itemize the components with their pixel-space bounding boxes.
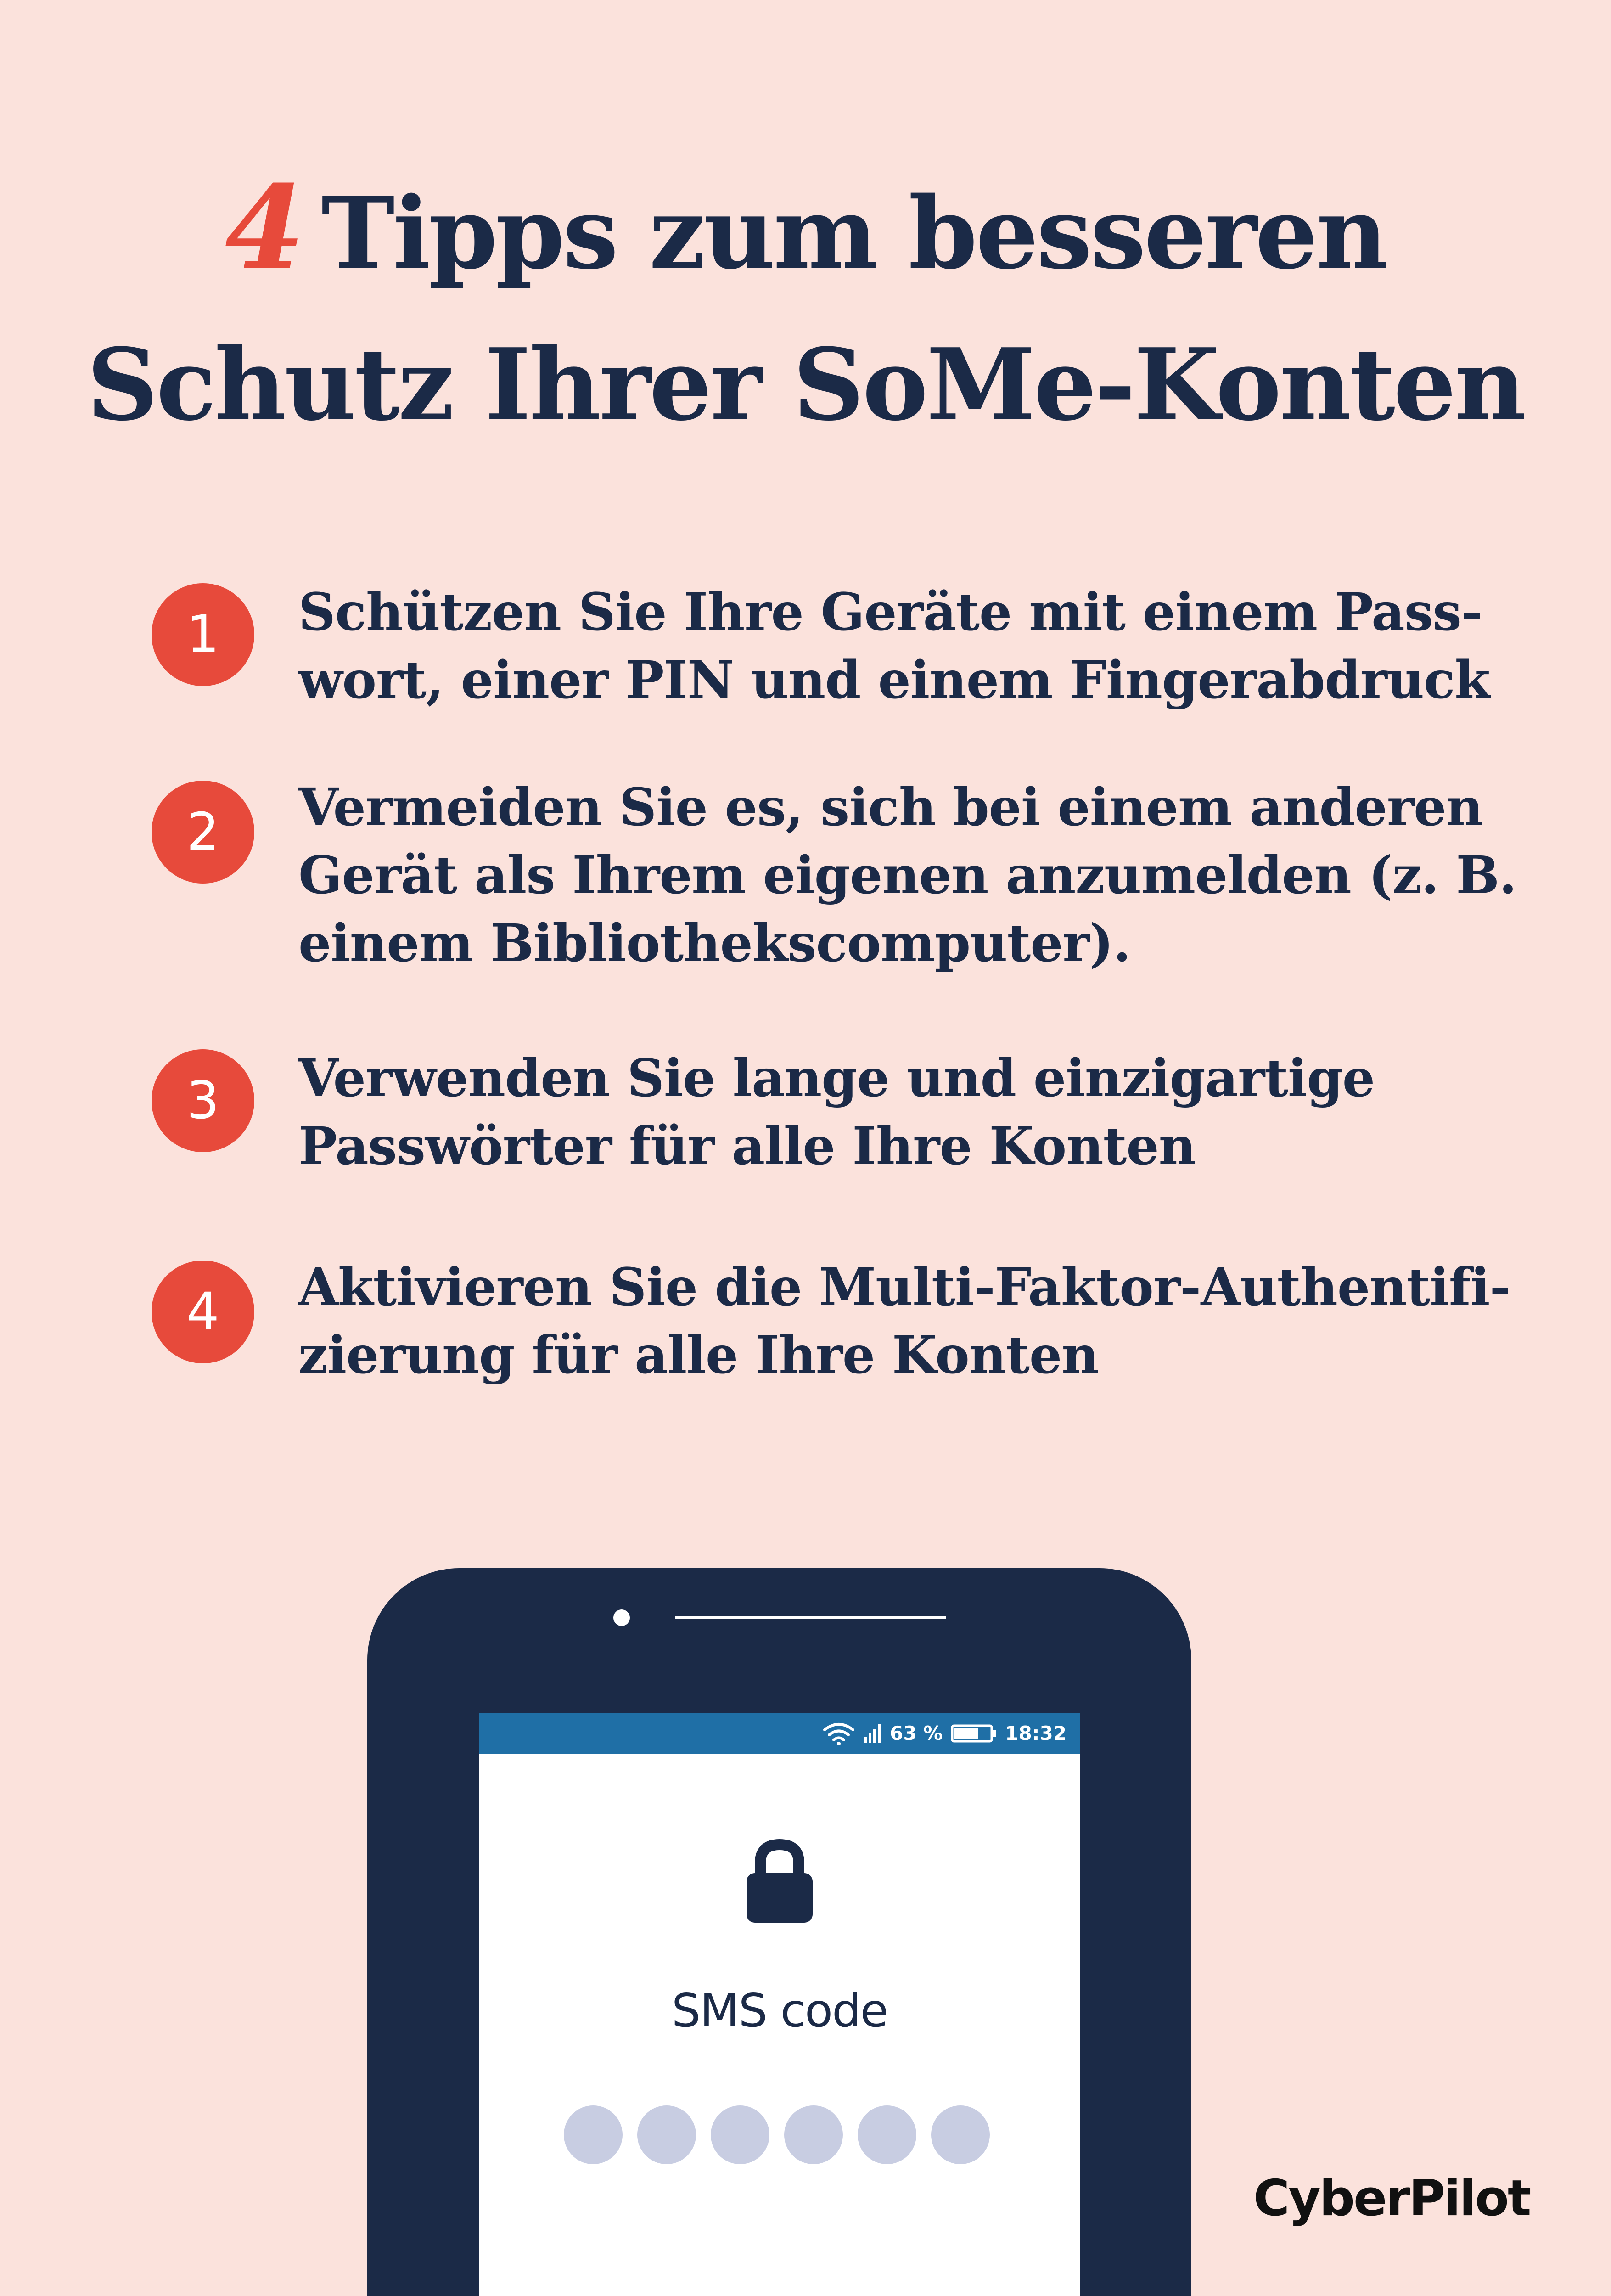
code-digit-placeholder bbox=[858, 2105, 916, 2164]
title-line-2: Schutz Ihrer SoMe-Konten bbox=[86, 326, 1525, 443]
phone-illustration bbox=[367, 1568, 1191, 2296]
lock-icon bbox=[734, 1835, 825, 1926]
code-digit-placeholder bbox=[711, 2105, 769, 2164]
tip-text bbox=[298, 579, 1611, 715]
tip-number-badge: 3 bbox=[152, 1049, 254, 1152]
tip-line: Gerät als Ihrem eigenen anzumelden (z. B. bbox=[298, 845, 1517, 906]
tip-text bbox=[298, 1045, 1611, 1181]
tip-line: Aktivieren Sie die Multi-Faktor-Authentifi- bbox=[298, 1257, 1511, 1317]
battery-icon bbox=[951, 1723, 997, 1744]
tip-number-badge: 4 bbox=[152, 1261, 254, 1363]
camera-dot bbox=[613, 1609, 630, 1626]
tip-line: Passwörter für alle Ihre Konten bbox=[298, 1116, 1196, 1176]
tip-line: Schützen Sie Ihre Geräte mit einem Pass- bbox=[298, 582, 1482, 642]
tip-line: Vermeiden Sie es, sich bei einem anderen bbox=[298, 777, 1483, 838]
sms-code-label: SMS code bbox=[671, 1984, 888, 2037]
title-number: 4 bbox=[225, 160, 303, 295]
status-bar bbox=[479, 1713, 1080, 1754]
phone-screen bbox=[479, 1713, 1080, 2296]
tip-line: Verwenden Sie lange und einzigartige bbox=[298, 1048, 1375, 1109]
status-time: 18:32 bbox=[1005, 1722, 1067, 1745]
tip-text bbox=[298, 1254, 1611, 1390]
code-digit-placeholder bbox=[564, 2105, 623, 2164]
cyberpilot-logo: CyberPilot bbox=[1253, 2170, 1530, 2227]
page-title bbox=[0, 152, 1611, 461]
code-digit-placeholder bbox=[637, 2105, 696, 2164]
title-line-1-text: Tipps zum besseren bbox=[321, 175, 1386, 291]
tip-number-badge: 1 bbox=[152, 583, 254, 686]
speaker-grille bbox=[675, 1616, 946, 1619]
tip-line: zierung für alle Ihre Konten bbox=[298, 1325, 1099, 1385]
tip-line: wort, einer PIN und einem Fingerabdruck bbox=[298, 650, 1490, 710]
code-digit-placeholder bbox=[931, 2105, 990, 2164]
sms-code-input[interactable] bbox=[564, 2105, 990, 2164]
battery-percent: 63 % bbox=[890, 1722, 943, 1745]
wifi-icon bbox=[823, 1722, 855, 1745]
code-digit-placeholder bbox=[784, 2105, 843, 2164]
signal-bars-icon bbox=[863, 1723, 881, 1744]
tip-text bbox=[298, 774, 1611, 978]
tip-line: einem Bibliothekscomputer). bbox=[298, 913, 1131, 974]
tip-number-badge: 2 bbox=[152, 781, 254, 884]
title-line-1 bbox=[0, 152, 1611, 309]
